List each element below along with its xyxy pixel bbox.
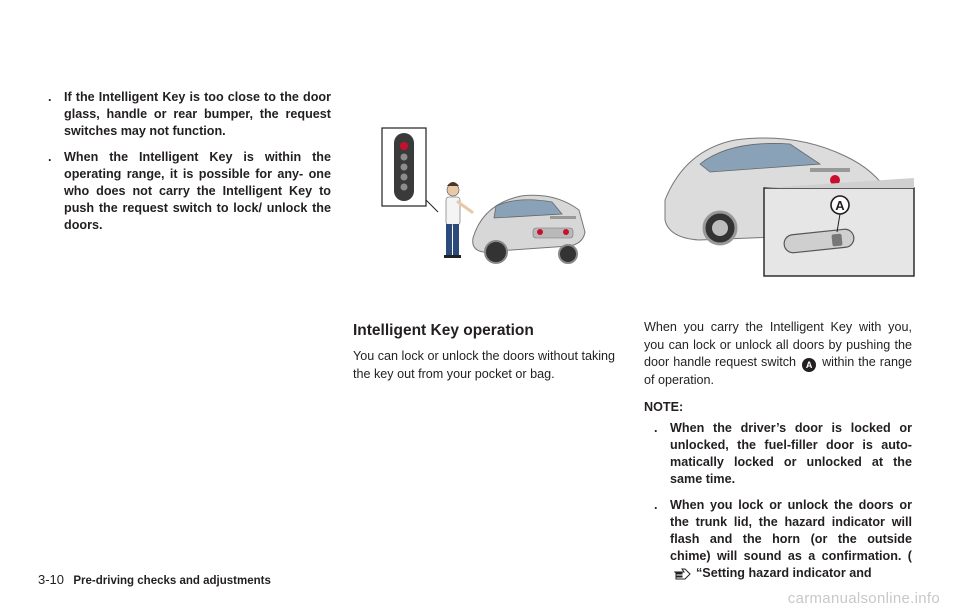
note-text: When you lock or unlock the doors or the trunk lid, the hazard indicator will flash and the horn (or the outside chime) will sound as a confirmation. ( [670, 497, 912, 564]
paragraph-text: When you carry the Intelligent Key with you, you can lock or unlock all doors by pushing the door handle request switch [644, 320, 912, 370]
note-text: When the driver’s door is locked or unlocked, the fuel-filler door is auto- matically locked or unlocked at the same time. [670, 420, 912, 487]
person-icon [444, 182, 472, 258]
intro-paragraph: You can lock or unlock the doors without taking the key out from your pocket or bag. [353, 349, 616, 381]
car-icon [473, 195, 585, 263]
callout-a-icon: A [802, 358, 816, 372]
reference-pointing-hand-icon [674, 568, 692, 585]
list-item [644, 497, 912, 586]
request-switch-icon [831, 234, 842, 247]
list-item [38, 149, 331, 235]
page-footer [38, 572, 271, 587]
note-label: NOTE: [644, 399, 684, 414]
bullet-text: When the Intelligent Key is within the operating range, it is possible for any- one who does not carry the Intelligent Key to push the request switch to lock/ unlock the doors. [64, 149, 331, 233]
list-item [644, 420, 912, 489]
note-list [644, 420, 912, 586]
section-title: Intelligent Key operation [353, 322, 534, 339]
left-column [38, 89, 331, 243]
warning-list [38, 89, 331, 235]
figure-door-handle [660, 120, 917, 280]
figure-person-with-key [378, 120, 590, 280]
operation-paragraph [644, 319, 912, 390]
callout-a-label: A [835, 198, 845, 213]
list-item [38, 89, 331, 141]
person-car-illustration [378, 120, 590, 280]
bullet: . [654, 497, 658, 512]
note-text-end: “Setting hazard indicator and [696, 566, 872, 581]
bullet-text: If the Intelligent Key is too close to the door glass, handle or rear bumper, the request switches may not function. [64, 90, 331, 139]
car-door-illustration [660, 120, 917, 280]
chapter-title: Pre-driving checks and adjustments [73, 575, 271, 587]
paragraph-text-end: within the range of operation. [644, 355, 912, 388]
bullet: . [654, 420, 658, 435]
watermark: carmanualsonline.info [787, 590, 940, 607]
bullet: . [48, 90, 52, 104]
fob-button-icon [400, 142, 408, 150]
page-number: 3-10 [38, 572, 65, 587]
right-column [644, 319, 912, 594]
bullet: . [48, 149, 52, 164]
middle-column [353, 322, 619, 383]
